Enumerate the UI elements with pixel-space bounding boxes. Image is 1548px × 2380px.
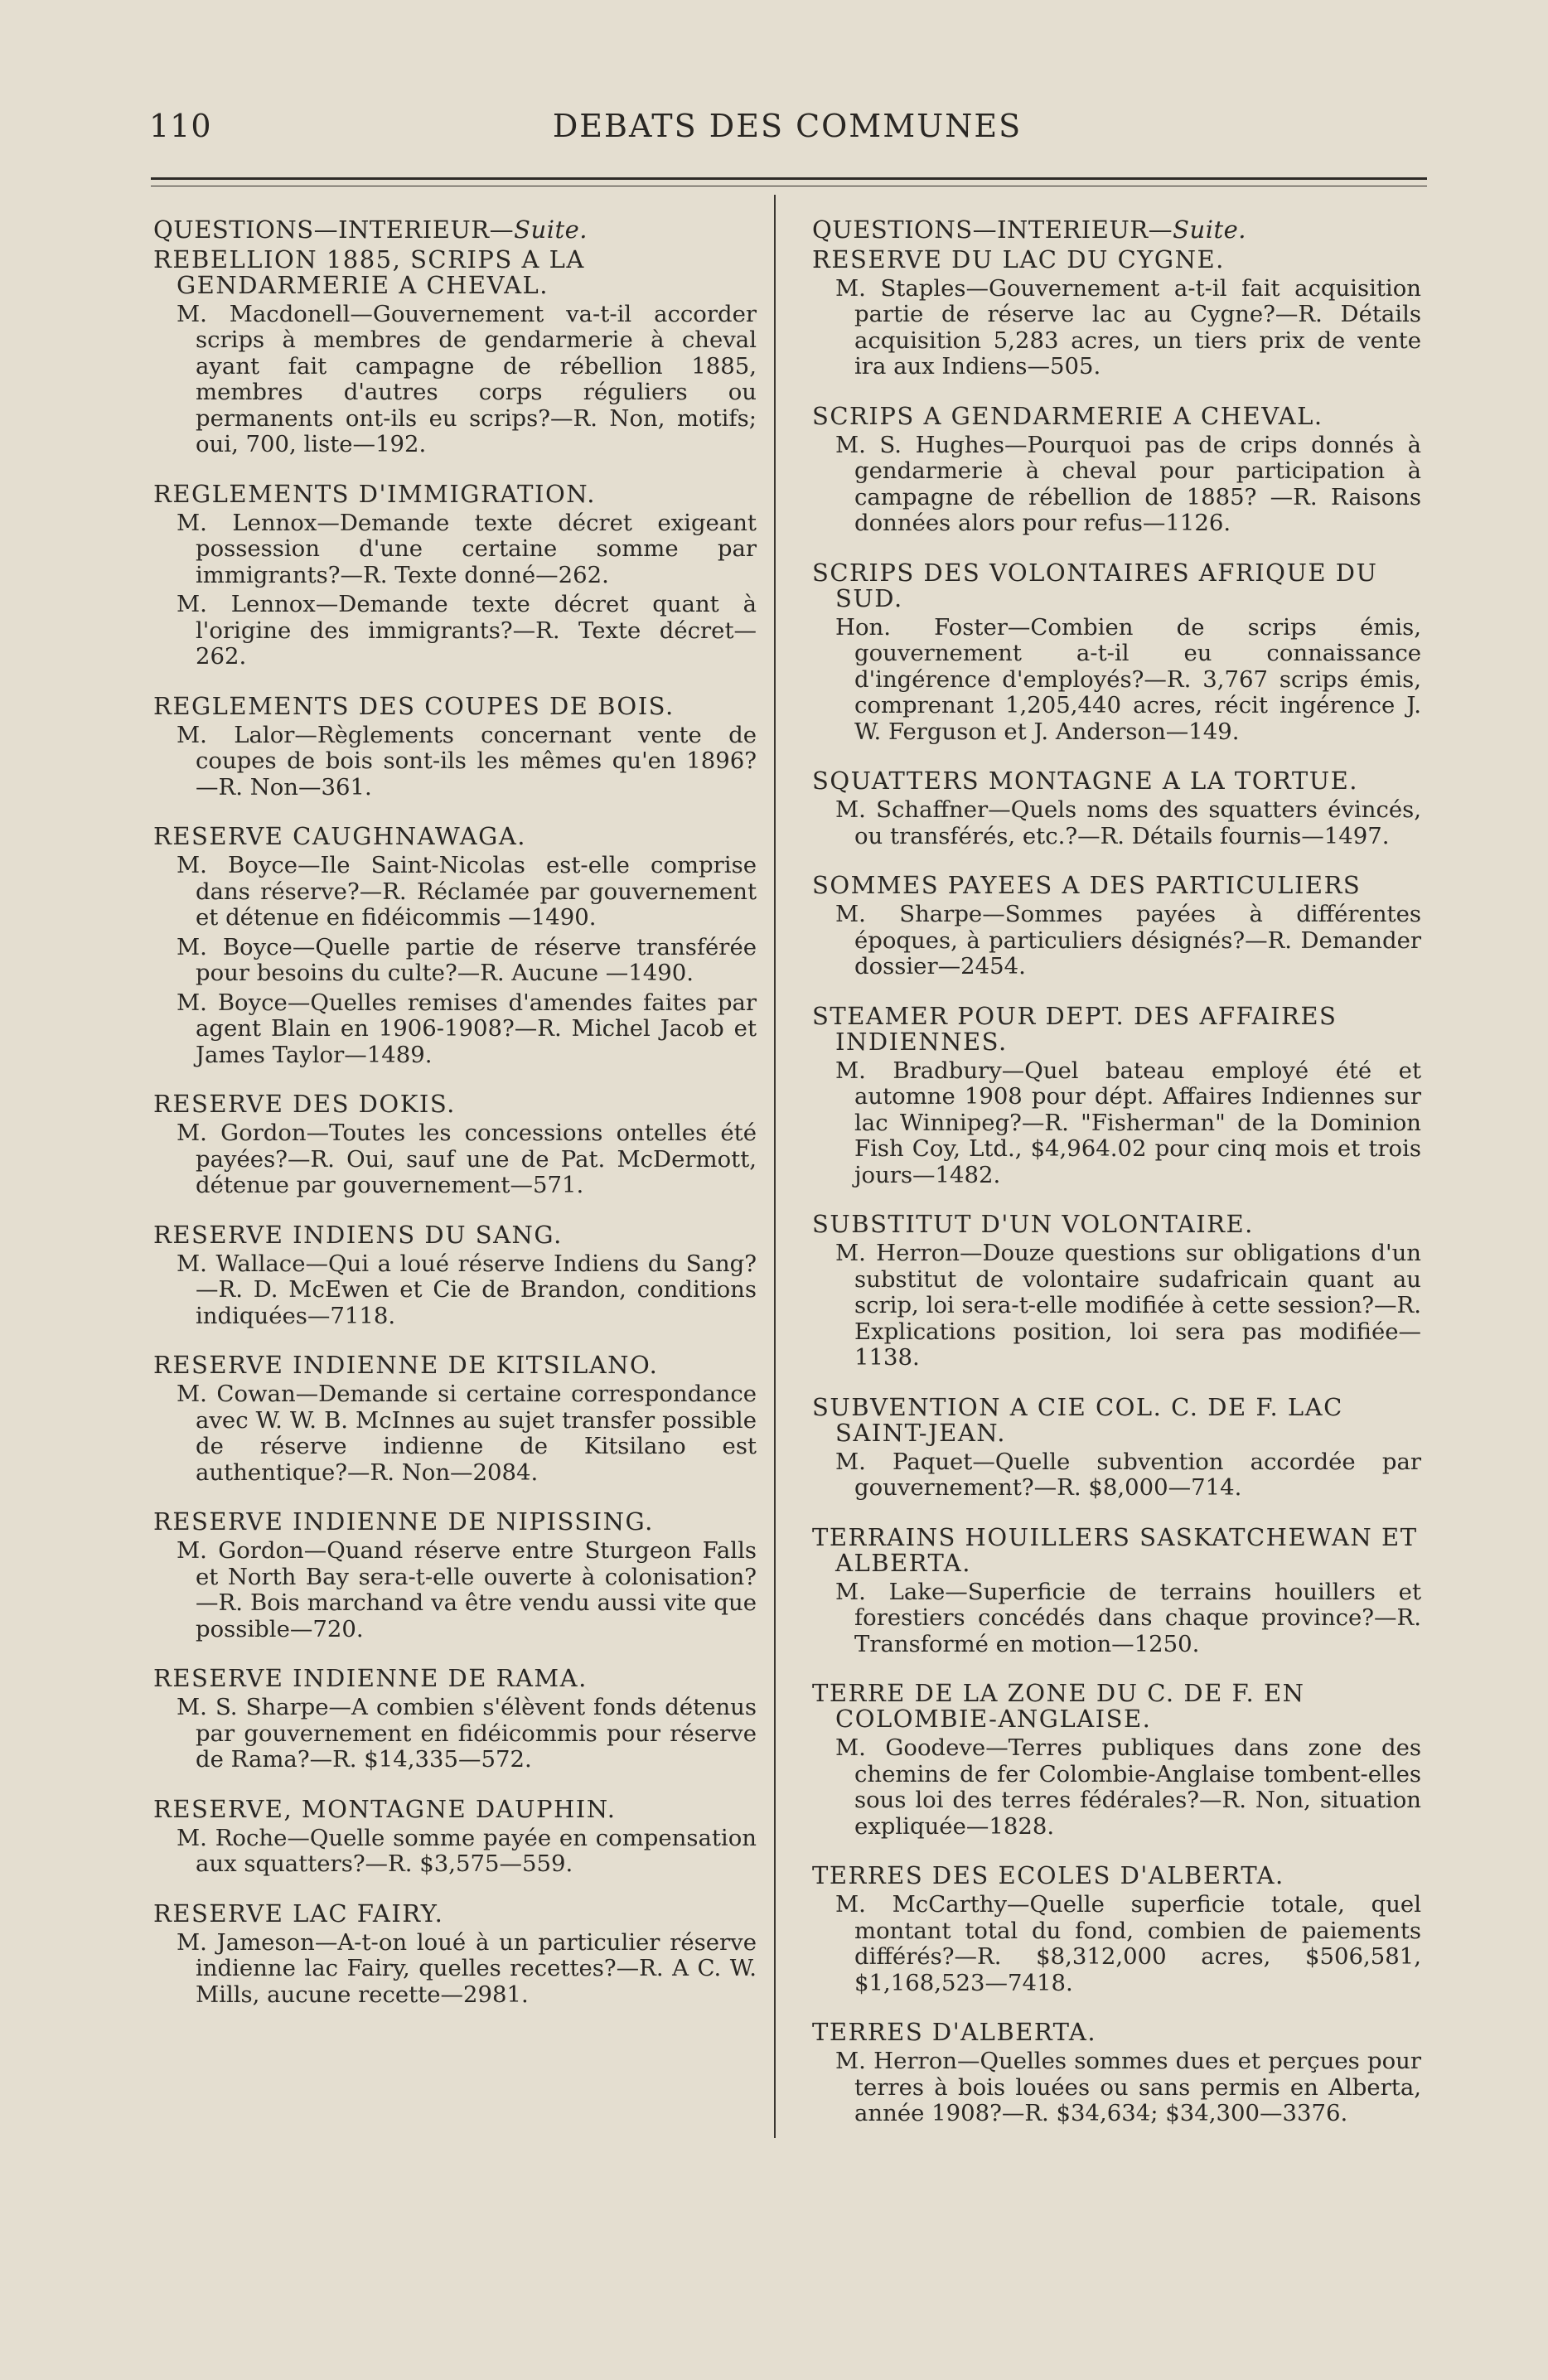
section-heading: SQUATTERS MONTAGNE A LA TORTUE. <box>812 767 1359 795</box>
section-heading: RESERVE, MONTAGNE DAUPHIN. <box>153 1794 617 1823</box>
section-heading: RESERVE DES DOKIS. <box>153 1090 456 1118</box>
continuation-heading: QUESTIONS—INTERIEUR—Suite. <box>153 215 588 244</box>
section-heading: TERRES D'ALBERTA. <box>812 2018 1097 2046</box>
section-heading: SCRIPS A GENDARMERIE A CHEVAL. <box>812 401 1323 430</box>
section-heading: REGLEMENTS D'IMMIGRATION. <box>153 479 596 508</box>
index-section <box>153 1509 757 1642</box>
section-heading: RESERVE INDIENNE DE KITSILANO. <box>153 1351 659 1379</box>
index-entry: M. Herron—Quelles sommes dues et perçues pour terres à bois louées ou sans permis en Alberta, année 1908?—R. $34,634; $34,300—3376. <box>835 2048 1421 2126</box>
index-entry: M. S. Hughes—Pourquoi pas de crips donnés à gendarmerie à cheval pour participation à campagne de rébellion de 1885? —R. Raisons données alors pour refus—1126. <box>835 431 1421 536</box>
section-heading: STEAMER POUR DEPT. DES AFFAIRES INDIENNES. <box>812 1001 1338 1056</box>
index-section <box>812 244 1421 380</box>
index-entry: M. Lake—Superficie de terrains houillers et forestiers concédés dans chaque province?—R. Transformé en motion—1250. <box>835 1578 1421 1657</box>
index-entry: M. Paquet—Quelle subvention accordée par gouvernement?—R. $8,000—714. <box>835 1448 1421 1501</box>
index-section <box>153 1222 757 1330</box>
index-section <box>153 1352 757 1486</box>
index-section <box>812 2020 1421 2127</box>
right-column <box>812 217 1421 2150</box>
index-entry: M. Gordon—Quand réserve entre Sturgeon Falls et North Bay sera-t-elle ouverte à colonisation?—R. Bois marchand va être vendu aussi vite que possible—720. <box>177 1537 757 1642</box>
index-section <box>153 691 757 801</box>
index-section <box>153 244 757 458</box>
section-heading: RESERVE INDIENNE DE RAMA. <box>153 1664 588 1692</box>
index-entry: M. Boyce—Quelles remises d'amendes faites par agent Blain en 1906-1908?—R. Michel Jacob et James Taylor—1489. <box>177 989 757 1068</box>
index-entry: M. Schaffner—Quels noms des squatters évincés, ou transférés, etc.?—R. Détails fournis—1497. <box>835 796 1421 849</box>
index-entry: M. Sharpe—Sommes payées à différentes époques, à particuliers désignés?—R. Demander dossier—2454. <box>835 901 1421 980</box>
section-heading: RESERVE LAC FAIRY. <box>153 1899 444 1928</box>
section-heading: REBELLION 1885, SCRIPS A LA GENDARMERIE A CHEVAL. <box>153 244 585 299</box>
section-heading: RESERVE INDIENNE DE NIPISSING. <box>153 1507 654 1536</box>
index-entry: M. Wallace—Qui a loué réserve Indiens du Sang?—R. D. McEwen et Cie de Brandon, conditions indiquées—7118. <box>177 1250 757 1329</box>
index-entry: M. Bradbury—Quel bateau employé été et automne 1908 pour dépt. Affaires Indiennes sur lac Winnipeg?—R. "Fisherman" de la Dominion Fish Coy, Ltd., $4,964.02 pour cinq mois et trois jours—1482. <box>835 1057 1421 1188</box>
section-heading: SCRIPS DES VOLONTAIRES AFRIQUE DU SUD. <box>812 558 1378 612</box>
section-heading: SOMMES PAYEES A DES PARTICULIERS <box>812 871 1362 899</box>
index-section <box>153 1794 757 1878</box>
section-heading: SUBSTITUT D'UN VOLONTAIRE. <box>812 1210 1254 1238</box>
index-section <box>812 1522 1421 1658</box>
index-entry: M. McCarthy—Quelle superficie totale, quel montant total du fond, combien de paiements différés?—R. $8,312,000 acres, $506,581, $1,168,523—7418. <box>835 1891 1421 1996</box>
section-heading: RESERVE INDIENS DU SANG. <box>153 1220 563 1249</box>
section-heading: RESERVE CAUGHNAWAGA. <box>153 822 526 850</box>
index-section <box>812 1863 1421 1996</box>
index-section <box>812 1212 1421 1371</box>
index-section <box>812 768 1421 849</box>
page-header <box>141 101 1434 151</box>
continuation-heading: QUESTIONS—INTERIEUR—Suite. <box>812 215 1247 244</box>
section-heading: TERRE DE LA ZONE DU C. DE F. EN COLOMBIE-ANGLAISE. <box>812 1679 1305 1733</box>
index-section <box>812 1681 1421 1840</box>
index-section <box>153 1666 757 1773</box>
index-entry: M. Staples—Gouvernement a-t-il fait acquisition partie de réserve lac au Cygne?—R. Détails acquisition 5,283 acres, un tiers prix de vente ira aux Indiens—505. <box>835 274 1421 380</box>
index-section <box>153 1091 757 1199</box>
index-entry: M. S. Sharpe—A combien s'élèvent fonds détenus par gouvernement en fidéicommis pour réserve de Rama?—R. $14,335—572. <box>177 1694 757 1773</box>
index-section <box>812 560 1421 746</box>
section-heading: TERRES DES ECOLES D'ALBERTA. <box>812 1861 1284 1889</box>
index-section <box>812 401 1421 537</box>
index-entry: Hon. Foster—Combien de scrips émis, gouvernement a-t-il eu connaissance d'ingérence d'employés?—R. 3,767 scrips émis, comprenant 1,205,440 acres, récit ingérence J. W. Ferguson et J. Anderson—149. <box>835 613 1421 745</box>
index-section <box>153 481 757 670</box>
index-entry: M. Jameson—A-t-on loué à un particulier réserve indienne lac Fairy, quelles recettes?—R. A C. W. Mills, aucune recette—2981. <box>177 1928 757 2008</box>
section-heading: REGLEMENTS DES COUPES DE BOIS. <box>153 691 675 720</box>
section-heading: SUBVENTION A CIE COL. C. DE F. LAC SAINT-JEAN. <box>812 1392 1343 1447</box>
left-column <box>153 217 757 2031</box>
index-entry: M. Cowan—Demande si certaine correspondance avec W. W. B. McInnes au sujet transfer possible de réserve indienne de Kitsilano est authentique?—R. Non—2084. <box>177 1381 757 1486</box>
column-divider <box>774 195 776 2138</box>
index-entry: M. Lennox—Demande texte décret quant à l'origine des immigrants?—R. Texte décret—262. <box>177 591 757 670</box>
index-section <box>812 873 1421 980</box>
index-section <box>812 1392 1421 1502</box>
index-entry: M. Herron—Douze questions sur obligations d'un substitut de volontaire sudafricain quant au scrip, loi sera-t-elle modifiée à cette session?—R. Explications position, loi sera pas modifiée—1138. <box>835 1240 1421 1371</box>
index-entry: M. Roche—Quelle somme payée en compensation aux squatters?—R. $3,575—559. <box>177 1824 757 1877</box>
index-entry: M. Boyce—Ile Saint-Nicolas est-elle comprise dans réserve?—R. Réclamée par gouvernement et détenue en fidéicommis —1490. <box>177 852 757 931</box>
index-section <box>153 824 757 1068</box>
index-entry: M. Goodeve—Terres publiques dans zone des chemins de fer Colombie-Anglaise tombent-elles sous loi des terres fédérales?—R. Non, situation expliquée—1828. <box>835 1734 1421 1840</box>
running-title: DEBATS DES COMMUNES <box>552 108 1023 144</box>
index-entry: M. Lalor—Règlements concernant vente de coupes de bois sont-ils les mêmes qu'en 1896?—R. Non—361. <box>177 721 757 801</box>
page-number: 110 <box>149 108 212 144</box>
header-rule <box>151 177 1427 180</box>
section-heading: TERRAINS HOUILLERS SASKATCHEWAN ET ALBERTA. <box>812 1522 1418 1577</box>
index-section <box>812 1001 1421 1189</box>
index-section <box>153 1901 757 2009</box>
section-heading: RESERVE DU LAC DU CYGNE. <box>812 244 1225 273</box>
index-entry: M. Macdonell—Gouvernement va-t-il accorder scrips à membres de gendarmerie à cheval ayant fait campagne de rébellion 1885, membres d'autres corps réguliers ou permanents ont-ils eu scrips?—R. Non, motifs; oui, 700, liste—192. <box>177 300 757 457</box>
index-entry: M. Boyce—Quelle partie de réserve transférée pour besoins du culte?—R. Aucune —1490. <box>177 933 757 986</box>
index-entry: M. Gordon—Toutes les concessions ontelles été payées?—R. Oui, sauf une de Pat. McDermott, détenue par gouvernement—571. <box>177 1120 757 1198</box>
index-entry: M. Lennox—Demande texte décret exigeant possession d'une certaine somme par immigrants?—R. Texte donné—262. <box>177 509 757 588</box>
